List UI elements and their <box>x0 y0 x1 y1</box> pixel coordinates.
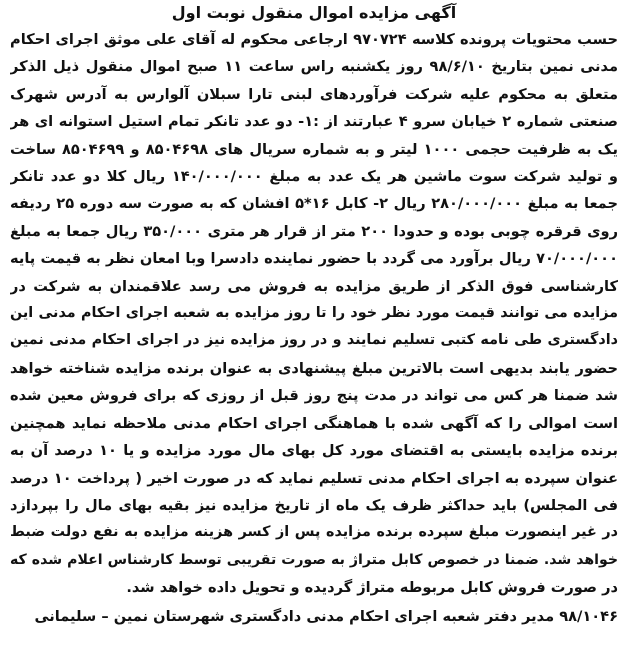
notice-line: مزایده می توانند قیمت مورد نظر خود را تا روز مزایده به شعبه اجرای احکام مدنی این <box>10 305 618 322</box>
notice-line: دادگستری طی نامه کتبی تسلیم نمایند و در روز مزایده نیز در اجرای احکام مدنی نمین <box>10 332 618 349</box>
notice-line: جمعا به مبلغ ۲۸۰/۰۰۰/۰۰۰ ریال ۲- کابل ۱۶*۵ افشان که به صورت سه دوره ۲۵ ردیفه <box>10 195 618 213</box>
notice-line: صنعتی شماره ۲ خیابان سرو ۴ عبارتند از :۱- دو عدد تانکر تمام استیل استوانه ای هر <box>10 113 618 131</box>
notice-line: و تولید شرکت سوت ماشین هر یک عدد به مبلغ ۱۴۰/۰۰۰/۰۰۰ ریال کلا دو عدد تانکر <box>10 168 618 186</box>
notice-title: آگهی مزایده اموال منقول نوبت اول <box>171 3 457 22</box>
notice-line: است اموالی را که آگهی شده با هماهنگی اجرای احکام مدنی ملاحظه نماید همچنین <box>10 414 618 432</box>
notice-line: عنوان سپرده به اجرای احکام مدنی تسلیم نماید که در صورت اخیر ( پرداخت ۱۰ درصد <box>10 469 618 487</box>
notice-line: خواهد شد. ضمنا در خصوص کابل متراژ به صورت تقریبی توسط کارشناس اعلام شده که <box>10 551 618 568</box>
notice-line: متعلق به محکوم علیه شرکت فرآوردهای لبنی تارا سبلان آلوارس به آدرس شهرک <box>10 85 618 103</box>
notice-line: شد ضمنا هر کس می تواند در مدت پنج روز قبل از روزی که برای فروش معین شده <box>10 387 618 405</box>
notice-line: در غیر اینصورت مبلغ سپرده برنده مزایده پس از کسر هزینه مزایده به نفع دولت ضبط <box>10 524 618 541</box>
notice-line: حسب محتویات پرونده کلاسه ۹۷۰۷۲۴ ارجاعی محکوم له آقای علی موثق اجرای احکام <box>10 31 618 48</box>
notice-line: روی قرقره چوبی بوده و حدودا ۲۰۰ متر از قرار هر متری ۳۵۰/۰۰۰ ریال جمعا به مبلغ <box>10 222 618 240</box>
notice-line: برنده مزایده بایستی به اقتضای مورد کل بهای مال مورد مزایده و یا ۱۰ درصد آن به <box>10 442 618 460</box>
notice-line: مدنی نمین بتاریخ ۹۸/۶/۱۰ روز یکشنبه راس ساعت ۱۱ صبح اموال منقول ذیل الذکر <box>10 58 618 76</box>
notice-line: یک به ظرفیت حجمی ۱۰۰۰ لیتر و به شماره سریال های ۸۵۰۴۶۹۸ و ۸۵۰۴۶۹۹ ساخت <box>10 140 618 158</box>
notice-signature: ۹۸/۱۰۴۶ مدیر دفتر شعبه اجرای احکام مدنی دادگستری شهرستان نمین – سلیمانی <box>34 607 618 625</box>
notice-line: حضور یابند بدیهی است بالاترین مبلغ پیشنهادی به عنوان برنده مزایده شناخته خواهد <box>10 359 618 377</box>
notice-line: ۷۰/۰۰۰/۰۰۰ ریال برآورد می گردد با حضور نماینده دادسرا وبا امعان نظر به قیمت پایه <box>10 250 618 268</box>
notice-line: فی المجلس) باید حداکثر ظرف یک ماه از تاریخ مزایده نیز بقیه بهای مال را بپردازد <box>10 496 618 514</box>
notice-line: در صورت فروش کابل مربوطه متراژ گردیده و تحویل داده خواهد شد. <box>126 579 618 597</box>
notice-body <box>10 26 618 602</box>
notice-line: کارشناسی فوق الذکر از طریق مزایده به فروش می رسد علاقمندان به شرکت در <box>10 277 618 295</box>
